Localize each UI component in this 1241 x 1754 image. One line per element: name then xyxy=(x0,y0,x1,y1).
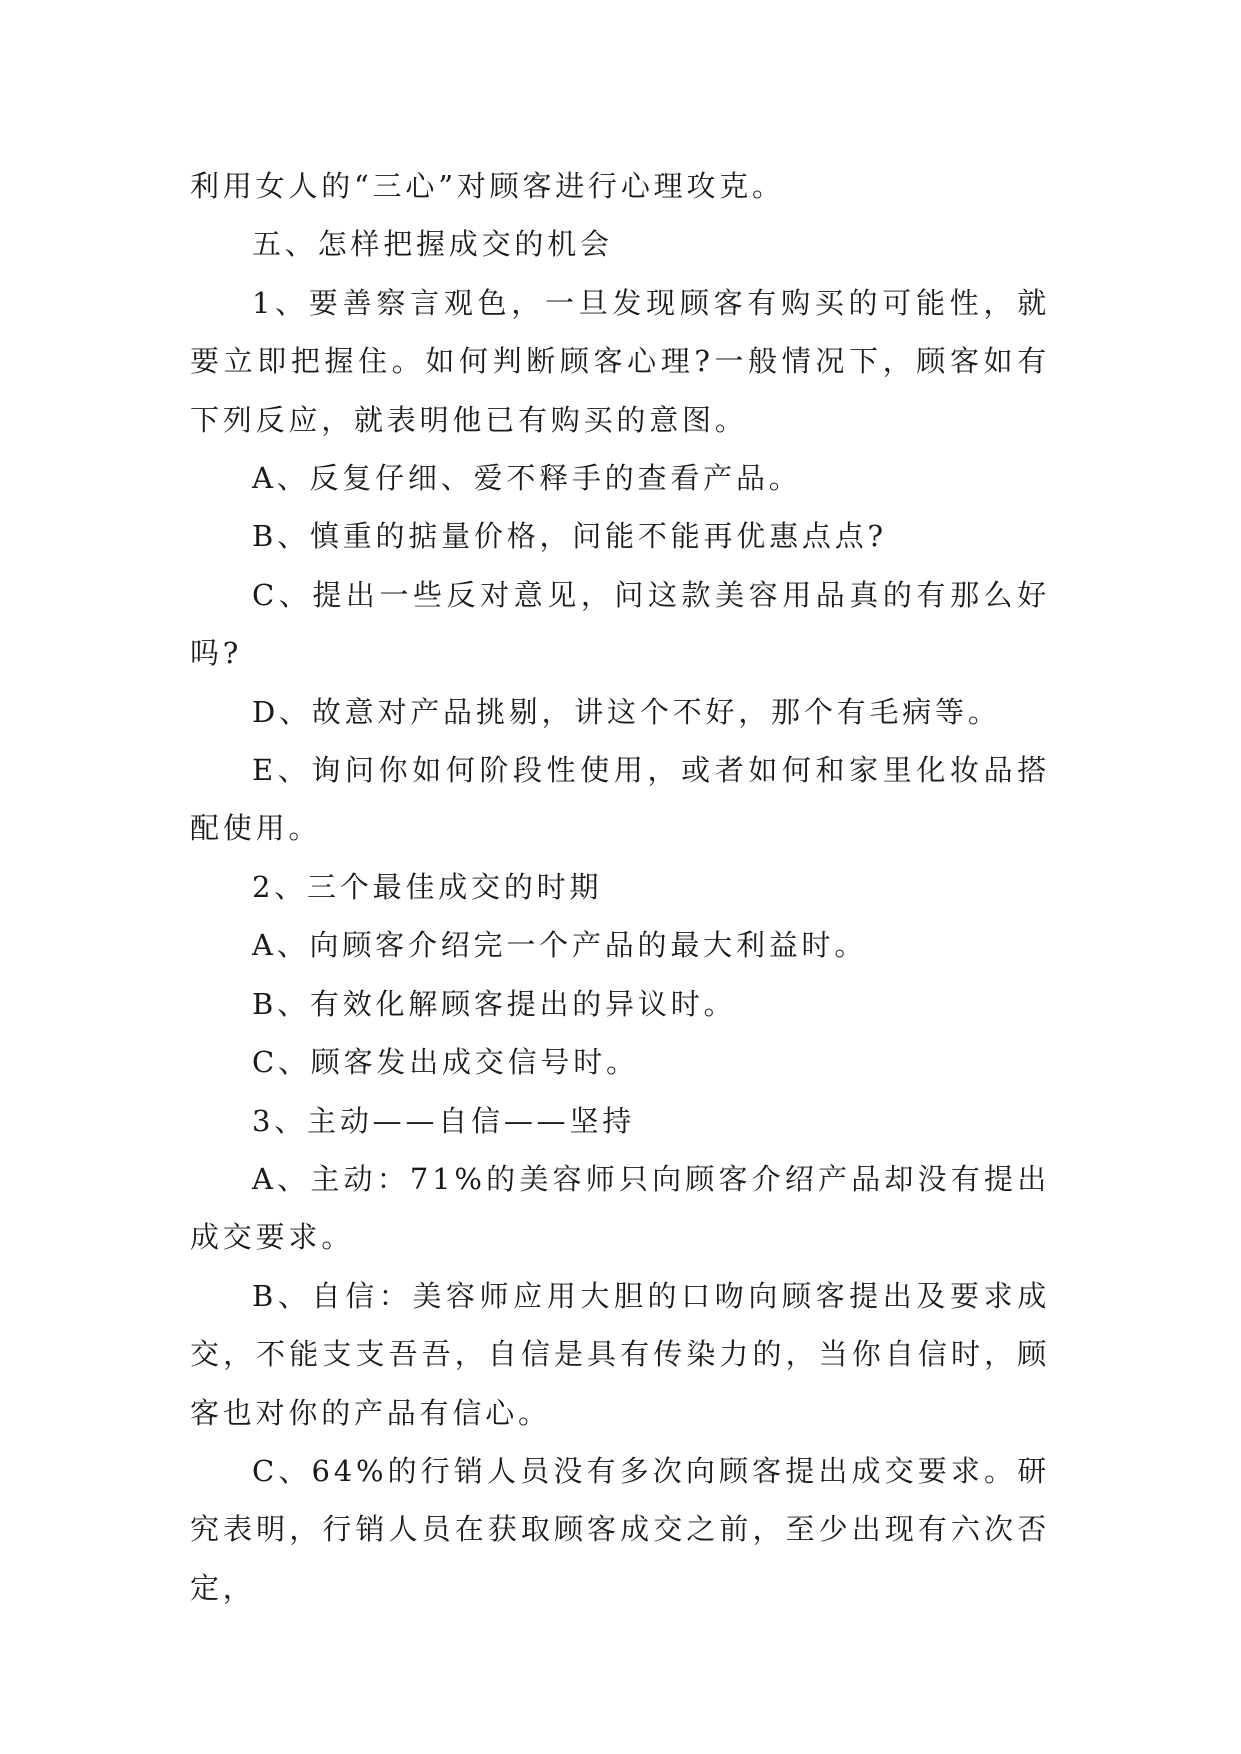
list-item-b: B、慎重的掂量价格，问能不能再优惠点点? xyxy=(252,519,887,554)
paragraph-point-3: 3、主动——自信——坚持 xyxy=(252,1103,636,1138)
list-item-b-3: B、自信：美容师应用大胆的口吻向顾客提出及要求成交，不能支支吾吾，自信是具有传染力的，当你自信时，顾客也对你的产品有信心。 xyxy=(190,1278,1050,1430)
list-item-a-2: A、向顾客介绍完一个产品的最大利益时。 xyxy=(252,928,868,963)
list-item-c-3: C、64%的行销人员没有多次向顾客提出成交要求。研究表明，行销人员在获取顾客成交之前，至少出现有六次否定， xyxy=(190,1453,1050,1605)
list-item-e: E、询问你如何阶段性使用，或者如何和家里化妆品搭配使用。 xyxy=(190,753,1050,846)
list-item-a-3: A、主动：71%的美容师只向顾客介绍产品却没有提出成交要求。 xyxy=(190,1161,1050,1255)
section-heading: 五、怎样把握成交的机会 xyxy=(252,227,613,262)
list-item-c-2: C、顾客发出成交信号时。 xyxy=(252,1045,639,1080)
paragraph-point-1: 1、要善察言观色，一旦发现顾客有购买的可能性，就要立即把握住。如何判断顾客心理?一般情况下，顾客如有下列反应，就表明他已有购买的意图。 xyxy=(190,285,1050,437)
list-item-d: D、故意对产品挑剔，讲这个不好，那个有毛病等。 xyxy=(252,694,1001,729)
list-item-a: A、反复仔细、爱不释手的查看产品。 xyxy=(252,461,802,496)
document-body xyxy=(190,157,1050,1617)
paragraph-intro-line: 利用女人的“三心”对顾客进行心理攻克。 xyxy=(190,169,785,203)
list-item-c: C、提出一些反对意见，问这款美容用品真的有那么好吗? xyxy=(190,577,1050,671)
list-item-b-2: B、有效化解顾客提出的异议时。 xyxy=(252,986,737,1021)
paragraph-point-2: 2、三个最佳成交的时期 xyxy=(252,869,603,904)
